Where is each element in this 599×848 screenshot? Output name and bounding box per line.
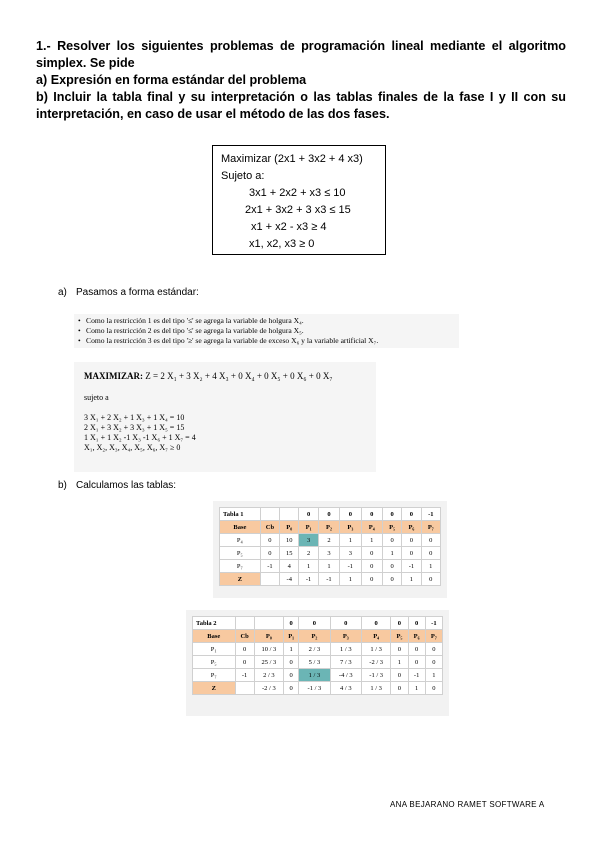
table-header-cell: P₃ [340, 521, 361, 534]
table-cell: 0 [382, 534, 401, 547]
simplex-table-1-container [213, 501, 447, 598]
table-header-cell: P₀ [280, 521, 299, 534]
base-variable-cell: Z [193, 682, 236, 695]
table-cell: 1 [382, 547, 401, 560]
z-row [220, 573, 441, 586]
lp-model-box [212, 145, 386, 255]
table-cell: 0 [425, 643, 442, 656]
restriction-note: • Como la restricción 1 es del tipo '≤' se agrega la variable de holgura X₄. [74, 316, 459, 326]
restriction-notes [74, 314, 459, 348]
step-b-text: Calculamos las tablas: [76, 480, 177, 491]
table-row [220, 547, 441, 560]
table-header-cell: P₅ [391, 630, 408, 643]
objective-coef-cell: 0 [408, 617, 425, 630]
objective-coef-cell [260, 508, 279, 521]
step-b-letter: b) [58, 480, 67, 491]
table-cell: 1 / 3 [330, 643, 361, 656]
table-cell: 0 [235, 656, 254, 669]
table-cell: 7 / 3 [330, 656, 361, 669]
table-title: Tabla 1 [220, 508, 261, 521]
table-cell: 0 [382, 573, 401, 586]
table-header-cell: Base [193, 630, 236, 643]
table-row [193, 643, 443, 656]
table-cell: 1 [318, 560, 339, 573]
table-cell: -1 [402, 560, 421, 573]
standard-objective [84, 371, 376, 381]
table-header-cell: P₇ [421, 521, 440, 534]
simplex-table-1 [219, 507, 441, 586]
table-cell: 0 [284, 669, 299, 682]
table-cell: 2 [299, 547, 318, 560]
model-constraint-3: x1 + x2 - x3 ≥ 4 [251, 221, 327, 233]
objective-coef-cell: 0 [330, 617, 361, 630]
table-cell: 0 [402, 547, 421, 560]
table-cell: 1 [421, 560, 440, 573]
table-header-cell: P₀ [254, 630, 283, 643]
model-subject: Sujeto a: [221, 170, 265, 182]
objective-coef-cell: -1 [425, 617, 442, 630]
table-cell: 0 [421, 547, 440, 560]
table-cell: -1 [340, 560, 361, 573]
table-header-cell: P₄ [361, 521, 382, 534]
objective-expression: Z = 2 X₁ + 3 X₂ + 4 X₃ + 0 X₄ + 0 X₅ + 0 X₆ + 0 X₇ [143, 371, 333, 381]
base-variable-cell: P₄ [220, 534, 261, 547]
restriction-note: • Como la restricción 2 es del tipo '≤' se agrega la variable de holgura X₅. [74, 326, 459, 336]
table-cell: 0 [425, 682, 442, 695]
table-cell: -2 / 3 [254, 682, 283, 695]
table-cell: 2 / 3 [254, 669, 283, 682]
table-cell: -4 [280, 573, 299, 586]
step-a-heading [58, 287, 199, 298]
table-cell [235, 682, 254, 695]
table-header-cell: Cb [260, 521, 279, 534]
base-variable-cell: P₁ [193, 643, 236, 656]
table-cell: 2 / 3 [299, 643, 330, 656]
maximize-label: MAXIMIZAR: [84, 371, 143, 381]
table-cell: 0 [284, 656, 299, 669]
table-row [220, 534, 441, 547]
objective-coef-cell: 0 [318, 508, 339, 521]
base-variable-cell: Z [220, 573, 261, 586]
simplex-table-2 [192, 616, 443, 695]
objective-coef-cell: 0 [284, 617, 299, 630]
table-cell: 10 [280, 534, 299, 547]
table-cell: 0 [382, 560, 401, 573]
table-cell: 1 [402, 573, 421, 586]
table-cell: -4 / 3 [330, 669, 361, 682]
model-objective: Maximizar (2x1 + 3x2 + 4 x3) [221, 153, 363, 165]
standard-subject: sujeto a [84, 393, 109, 402]
table-row [193, 669, 443, 682]
table-cell: 1 / 3 [361, 682, 390, 695]
table-cell: 0 [284, 682, 299, 695]
table-cell: 15 [280, 547, 299, 560]
table-cell: 0 [421, 534, 440, 547]
table-header-cell: P₃ [330, 630, 361, 643]
exercise-statement [36, 38, 566, 123]
table-cell: 0 [361, 560, 382, 573]
table-cell: 1 [425, 669, 442, 682]
table-cell: 1 [391, 656, 408, 669]
table-cell: 25 / 3 [254, 656, 283, 669]
table-title-row [193, 617, 443, 630]
table-cell: 10 / 3 [254, 643, 283, 656]
objective-coef-cell: 0 [299, 617, 330, 630]
table-cell: 0 [260, 547, 279, 560]
z-row [193, 682, 443, 695]
standard-row-2: 2 X₁ + 3 X₂ + 3 X₃ + 1 X₅ = 15 [84, 423, 185, 432]
table-cell: -1 [408, 669, 425, 682]
table-cell: -1 [235, 669, 254, 682]
table-cell: 0 [361, 573, 382, 586]
table-cell: 0 [402, 534, 421, 547]
model-constraint-2: 2x1 + 3x2 + 3 x3 ≤ 15 [245, 204, 351, 216]
model-constraint-1: 3x1 + 2x2 + x3 ≤ 10 [249, 187, 346, 199]
table-header-row [220, 521, 441, 534]
table-row [220, 560, 441, 573]
standard-row-3: 1 X₁ + 1 X₂ -1 X₃ -1 X₆ + 1 X₇ = 4 [84, 433, 196, 442]
table-cell: -1 [299, 573, 318, 586]
table-cell: 2 [318, 534, 339, 547]
objective-coef-cell: 0 [340, 508, 361, 521]
table-cell: 1 [340, 573, 361, 586]
table-header-cell: P₆ [402, 521, 421, 534]
table-cell: 1 / 3 [361, 643, 390, 656]
table-header-cell: P₂ [299, 630, 330, 643]
statement-line-2: a) Expresión en forma estándar del problema [36, 73, 307, 87]
restriction-note: • Como la restricción 3 es del tipo '≥' se agrega la variable de exceso X₆ y la variable artificial X₇. [74, 336, 459, 346]
table-cell: 0 [421, 573, 440, 586]
model-constraint-4: x1, x2, x3 ≥ 0 [249, 238, 315, 250]
table-cell: 0 [391, 682, 408, 695]
table-cell: 0 [361, 547, 382, 560]
objective-coef-cell: 0 [299, 508, 318, 521]
table-header-cell: P₁ [284, 630, 299, 643]
objective-coef-cell: 0 [402, 508, 421, 521]
table-cell: 0 [391, 643, 408, 656]
objective-coef-cell: -1 [421, 508, 440, 521]
objective-coef-cell [280, 508, 299, 521]
table-cell: -1 [318, 573, 339, 586]
base-variable-cell: P₅ [220, 547, 261, 560]
table-cell: -1 / 3 [299, 682, 330, 695]
table-cell: 0 [235, 643, 254, 656]
table-cell: 1 [340, 534, 361, 547]
table-row [193, 656, 443, 669]
table-header-cell: Cb [235, 630, 254, 643]
table-header-row [193, 630, 443, 643]
footer-author: ANA BEJARANO RAMET SOFTWARE A [390, 800, 545, 809]
base-variable-cell: P₇ [193, 669, 236, 682]
table-cell: 0 [260, 534, 279, 547]
table-cell [260, 573, 279, 586]
step-b-heading [58, 480, 176, 491]
table-cell: 0 [408, 656, 425, 669]
step-a-letter: a) [58, 287, 67, 298]
table-cell: 0 [408, 643, 425, 656]
objective-coef-cell [235, 617, 254, 630]
statement-line-3: b) Incluir la tabla final y su interpretación o las tablas finales de la fase I y II con su interpretación, en caso de usar el método de las dos fases. [36, 90, 566, 121]
standard-row-1: 3 X₁ + 2 X₂ + 1 X₃ + 1 X₄ = 10 [84, 413, 185, 422]
table-header-cell: P₆ [408, 630, 425, 643]
table-cell: -1 / 3 [361, 669, 390, 682]
simplex-table-2-container [186, 610, 449, 716]
table-cell: 1 [361, 534, 382, 547]
pivot-cell: 3 [299, 534, 318, 547]
objective-coef-cell: 0 [391, 617, 408, 630]
statement-line-1: 1.- Resolver los siguientes problemas de programación lineal mediante el algoritmo simplex. Se pide [36, 39, 566, 70]
table-cell: 0 [391, 669, 408, 682]
pivot-cell: 1 / 3 [299, 669, 330, 682]
table-title: Tabla 2 [193, 617, 236, 630]
table-title-row [220, 508, 441, 521]
table-cell: -2 / 3 [361, 656, 390, 669]
standard-form-box [74, 362, 376, 472]
table-cell: 3 [318, 547, 339, 560]
base-variable-cell: P₇ [220, 560, 261, 573]
table-header-cell: P₂ [318, 521, 339, 534]
base-variable-cell: P₅ [193, 656, 236, 669]
table-cell: -1 [260, 560, 279, 573]
objective-coef-cell: 0 [361, 508, 382, 521]
step-a-text: Pasamos a forma estándar: [76, 287, 199, 298]
table-header-cell: Base [220, 521, 261, 534]
table-cell: 1 [299, 560, 318, 573]
table-cell: 1 [408, 682, 425, 695]
table-cell: 1 [284, 643, 299, 656]
objective-coef-cell [254, 617, 283, 630]
standard-row-4: X₁, X₂, X₃, X₄, X₅, X₆, X₇ ≥ 0 [84, 443, 181, 452]
table-cell: 4 [280, 560, 299, 573]
table-cell: 0 [425, 656, 442, 669]
table-header-cell: P₇ [425, 630, 442, 643]
table-header-cell: P₄ [361, 630, 390, 643]
table-header-cell: P₁ [299, 521, 318, 534]
table-header-cell: P₅ [382, 521, 401, 534]
table-cell: 5 / 3 [299, 656, 330, 669]
objective-coef-cell: 0 [361, 617, 390, 630]
table-cell: 4 / 3 [330, 682, 361, 695]
objective-coef-cell: 0 [382, 508, 401, 521]
table-cell: 3 [340, 547, 361, 560]
